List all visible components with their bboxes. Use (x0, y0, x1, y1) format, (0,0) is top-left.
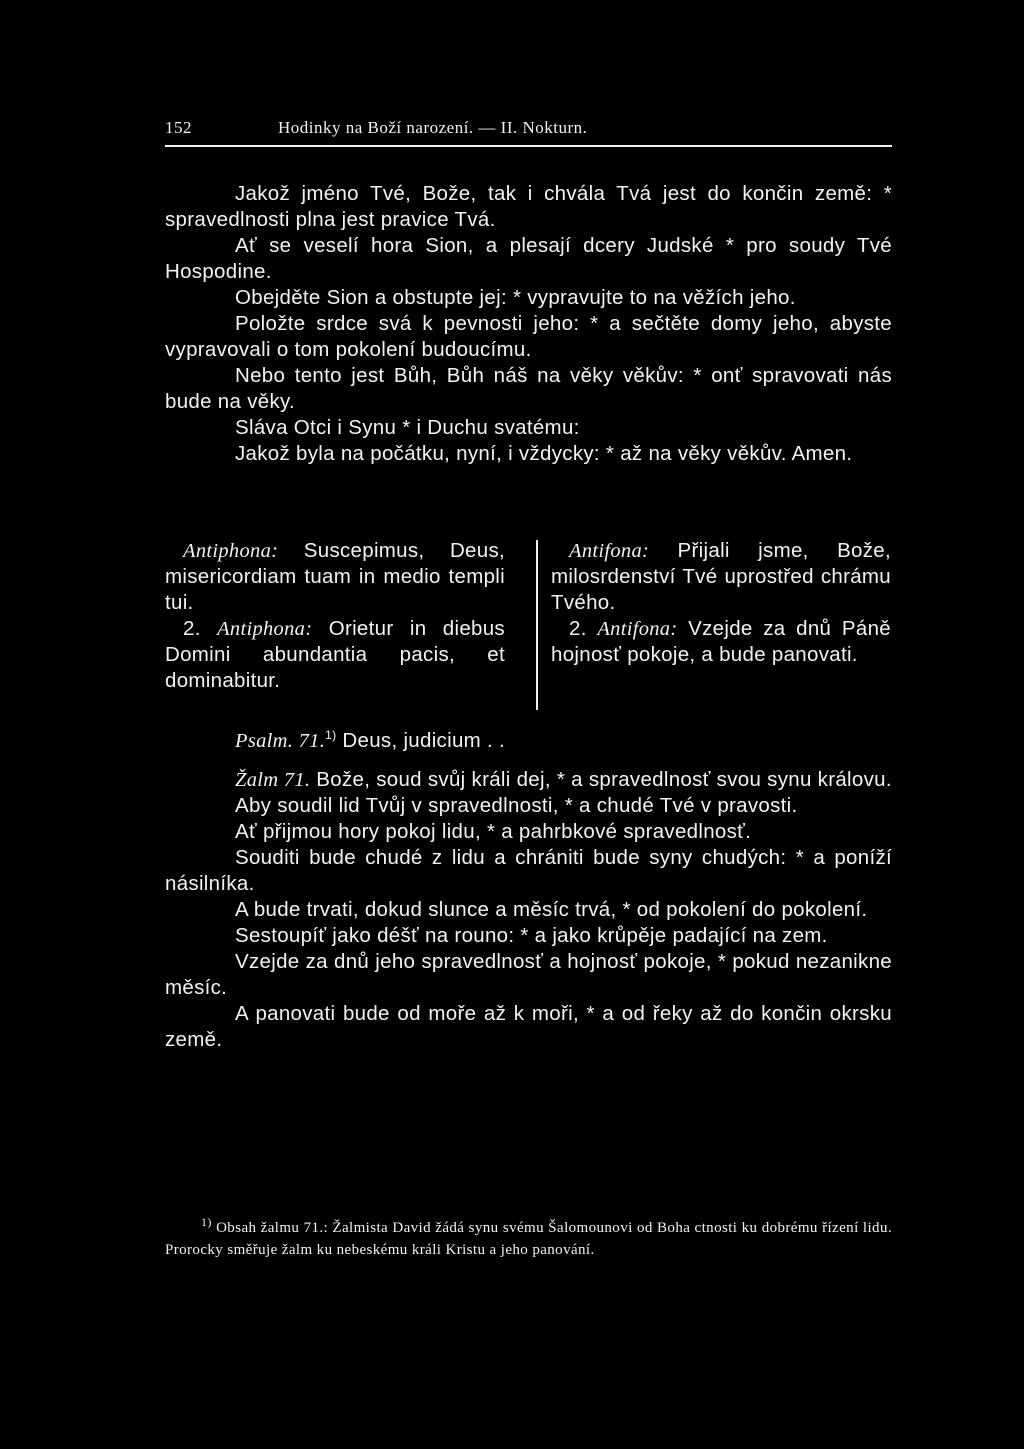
zalm-first-text: Bože, soud svůj králi dej, * a spravedlnosť svou synu královu. (310, 768, 892, 791)
verse: Aby soudil lid Tvůj v spravedlnosti, * a chudé Tvé v pravosti. (235, 794, 798, 817)
antiphon-text: Přijali jsme, Bože, milosrdenství Tvé uprostřed chrámu Tvého. (551, 539, 891, 614)
psalm-verses-top (165, 181, 892, 467)
verse: Ať se veselí hora Sion, a plesají dcery Judské * pro soudy Tvé Hospodine. (165, 234, 892, 283)
antiphon-text: Orietur in diebus Domini abundantia pacis, et dominabitur. (165, 617, 505, 692)
verse: Jakož jméno Tvé, Bože, tak i chvála Tvá jest do končin země: * spravedlnosti plna jest pravice Tvá. (165, 182, 892, 231)
verse: Sestoupíť jako déšť na rouno: * a jako krůpěje padající na zem. (235, 924, 828, 947)
antiphon-label: Antiphona: (183, 540, 279, 562)
verse: Vzejde za dnů jeho spravedlnosť a hojnosť pokoje, * pokud nezanikne měsíc. (165, 950, 892, 999)
antiphon-latin-1 (165, 538, 505, 616)
antiphon-text: Suscepimus, Deus, misericordiam tuam in medio templi tui. (165, 539, 505, 614)
verse: Obejděte Sion a obstupte jej: * vypravujte to na věžích jeho. (235, 286, 796, 309)
footnote-mark: 1) (325, 728, 337, 743)
antiphon-czech-2 (551, 616, 891, 668)
footnote-body: Obsah žalmu 71.: Žalmista David žádá synu svému Šalomounovi od Boha ctnosti ku dobrému řízení lidu. Prorocky směřuje žalm ku nebeskému králi Kristu a jeho panování. (165, 1220, 892, 1258)
antiphon-latin-column (165, 538, 505, 694)
antiphon-czech-column (551, 538, 891, 668)
antiphon-latin-2 (165, 616, 505, 694)
psalm-incipit: Deus, judicium . . (336, 729, 506, 752)
verse: Ať přijmou hory pokoj lidu, * a pahrbkové spravedlnosť. (235, 820, 752, 843)
doxology-line: Jakož byla na počátku, nyní, i vždycky: * až na věky věkův. Amen. (235, 442, 853, 465)
antiphon-number: 2. (569, 617, 598, 640)
antiphon-label: Antifona: (569, 540, 650, 562)
column-divider (536, 540, 538, 710)
doxology-line: Sláva Otci i Synu * i Duchu svatému: (235, 416, 580, 439)
antiphon-label: Antiphona: (217, 618, 313, 640)
verse: Nebo tento jest Bůh, Bůh náš na věky věkův: * onť spravovati nás bude na věky. (165, 364, 892, 413)
antiphon-label: Antifona: (597, 618, 678, 640)
zalm-71 (165, 767, 892, 1053)
footnote (165, 1217, 892, 1261)
antiphon-text: Vzejde za dnů Páně hojnosť pokoje, a bude panovati. (551, 617, 891, 666)
page-number: 152 (165, 118, 192, 137)
verse: A panovati bude od moře až k moři, * a od řeky až do končin okrsku země. (165, 1002, 892, 1051)
footnote-mark: 1) (201, 1215, 212, 1229)
antiphon-number: 2. (183, 617, 218, 640)
verse: Souditi bude chudé z lidu a chrániti bude syny chudých: * a poníží násilníka. (165, 846, 892, 895)
psalm-label: Psalm. 71. (235, 730, 326, 752)
footnote-text (165, 1217, 892, 1261)
running-title: Hodinky na Boží narození. — II. Nokturn. (278, 118, 588, 137)
psalm-heading (235, 728, 505, 754)
antiphon-czech-1 (551, 538, 891, 616)
zalm-first-verse (165, 767, 892, 793)
verse: Položte srdce svá k pevnosti jeho: * a sečtěte domy jeho, abyste vypravovali o tom pokolení budoucímu. (165, 312, 892, 361)
zalm-label: Žalm 71. (235, 769, 311, 791)
verse: A bude trvati, dokud slunce a měsíc trvá, * od pokolení do pokolení. (235, 898, 868, 921)
header-rule (165, 145, 892, 147)
